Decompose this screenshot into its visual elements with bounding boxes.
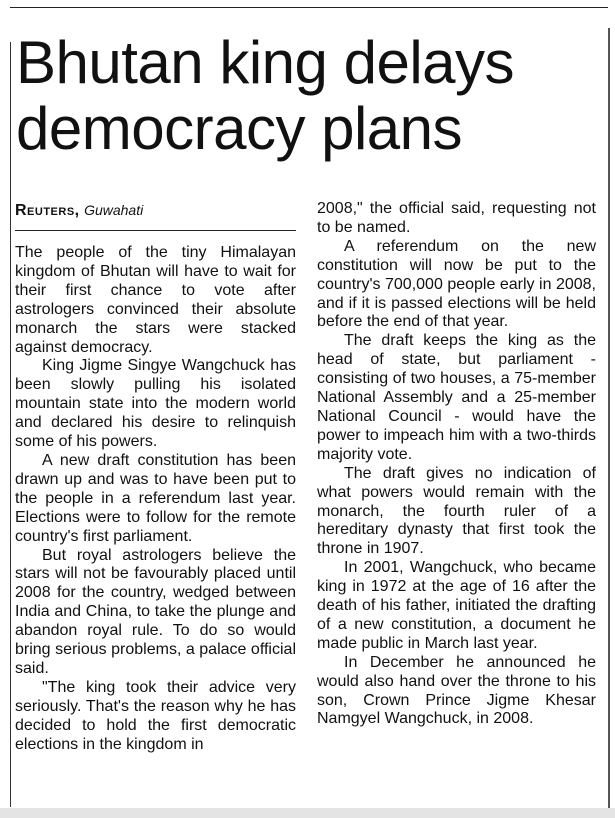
article-paragraph: The draft keeps the king as the head of state, but parliament - consisting of two houses, a 75-member National Assembly and a 25-member National Council - would have the power to impeach him with a two-thirds majority vote. — [317, 332, 596, 463]
byline-agency: Reuters, — [15, 202, 80, 219]
article-paragraph: A new draft constitution has been drawn up and was to have been put to the people in a referendum last year. Elections were to follow for the remote country's first parliament. — [15, 451, 296, 545]
top-border-rule — [10, 7, 608, 8]
article-headline: Bhutan king delays democracy plans — [16, 29, 515, 162]
left-border-rule — [10, 42, 11, 807]
byline — [15, 200, 296, 224]
byline-location: Guwahati — [84, 202, 144, 218]
bottom-margin — [0, 808, 615, 818]
article-column-two — [317, 200, 596, 729]
article-paragraph: King Jigme Singye Wangchuck has been slowly pulling his isolated mountain state into the modern world and declared his desire to relinquish some of his powers. — [15, 357, 296, 451]
article-paragraph: "The king took their advice very seriously. That's the reason why he has decided to hold the first democratic elections in the kingdom in — [15, 678, 296, 753]
article-paragraph: 2008," the official said, requesting not to be named. — [317, 200, 596, 236]
article-paragraph: In December he announced he would also hand over the throne to his son, Crown Prince Jigme Khesar Namgyel Wangchuck, in 2008. — [317, 653, 596, 728]
article-column-one — [15, 200, 296, 754]
right-border-rule — [608, 28, 610, 810]
article-paragraph: In 2001, Wangchuck, who became king in 1972 at the age of 16 after the death of his father, initiated the drafting of a new constitution, a document he made public in March last year. — [317, 559, 596, 652]
article-paragraph: The draft gives no indication of what powers would remain with the monarch, the fourth ruler of a hereditary dynasty that first took the throne in 1907. — [317, 464, 596, 558]
byline-divider — [15, 230, 296, 231]
article-paragraph: The people of the tiny Himalayan kingdom of Bhutan will have to wait for their first chance to vote after astrologers convinced their absolute monarch the stars were stacked against democracy. — [15, 244, 296, 356]
article-paragraph: A referendum on the new constitution will now be put to the country's 700,000 people early in 2008, and if it is passed elections will be held before the end of that year. — [317, 237, 596, 331]
article-paragraph: But royal astrologers believe the stars will not be favourably placed until 2008 for the country, wedged between India and China, to take the plunge and abandon royal rule. To do so would bring serious problems, a palace official said. — [15, 546, 296, 677]
